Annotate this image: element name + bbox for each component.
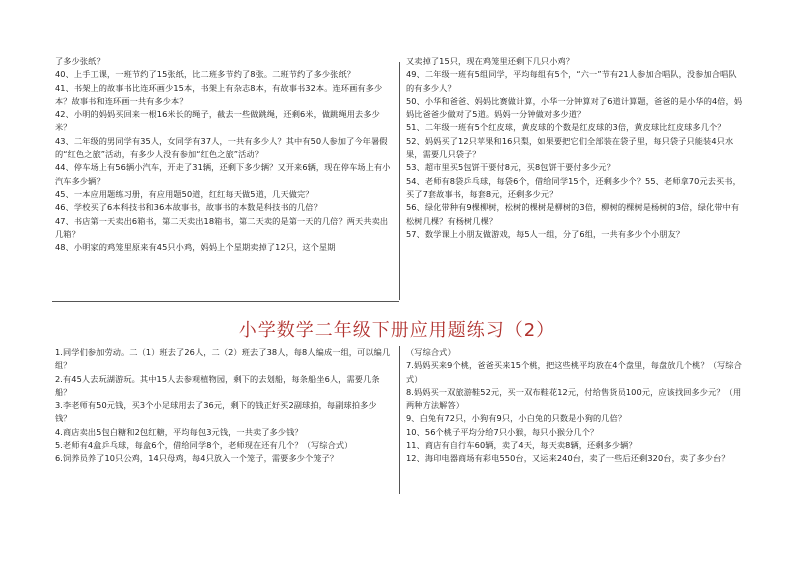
question-49: 49、二年级一班有5组同学，平均每组有5个，“六一”节有21人参加合唱队，没参加合唱队的有多少人？ <box>406 69 737 93</box>
top-left-column <box>55 55 392 254</box>
question-40: 40、上手工课，一班节约了15张纸，比二班多节约了8张。二班节约了多少张纸？ <box>55 69 356 80</box>
question-48: 48、小明家的鸡笼里原来有45只小鸡，妈妈上个星期卖掉了12只，这个星期 <box>55 242 336 253</box>
top-right-column <box>406 55 743 241</box>
page-title: 小学数学二年级下册应用题练习（2） <box>238 320 556 341</box>
question-1: 1.同学们参加劳动。二（1）班去了26人，二（2）班去了38人，每8人编成一组，可以编几组？ <box>55 347 391 371</box>
question-45: 45、一本应用题练习册，有应用题50道，红红每天做5道，几天做完？ <box>55 188 314 199</box>
question-44: 44、停车场上有56辆小汽车，开走了31辆，还剩下多少辆？又开来6辆，现在停车场上有小汽车多少辆？ <box>55 162 391 186</box>
question-3: 3.李老师有50元钱，买3个小足球用去了36元，剩下的钱正好买2副球拍，每副球拍多少钱？ <box>55 400 377 424</box>
question-6-note: （写综合式） <box>406 347 456 357</box>
question-9: 9、白兔有72只，小狗有9只，小白兔的只数是小狗的几倍？ <box>406 413 627 424</box>
question-8: 8.妈妈买一双旅游鞋52元，买一双布鞋花12元，付给售货员100元，应该找回多少元？（用两种方法解答） <box>406 386 742 411</box>
question-50: 50、小华和爸爸、妈妈比赛做计算，小华一分钟算对了6道计算题，爸爸的是小华的4倍，妈妈比爸爸少做对了5道。妈妈一分钟做对多少道？ <box>406 95 743 120</box>
question-43: 43、二年级的男同学有35人，女同学有37人，一共有多少人？其中有50人参加了今年暑假的“红色之旅”活动，有多少人没有参加“红色之旅”活动？ <box>55 135 388 160</box>
question-51: 51、二年级一班有5个红皮球，黄皮球的个数是红皮球的3倍，黄皮球比红皮球多几个？ <box>406 122 726 133</box>
question-46: 46、学校买了6本科技书和36本故事书，故事书的本数是科技书的几倍？ <box>55 202 322 213</box>
question-11: 11、商店有自行车60辆，卖了4天，每天卖8辆，还剩多少辆？ <box>406 440 637 451</box>
question-5: 5.老师有4盒乒乓球，每盒6个，借给同学8个，老师现在还有几个？（写综合式） <box>55 440 353 451</box>
question-42: 42、小明的妈妈买回来一根16米长的绳子，截去一些做跳绳，还剩6米，做跳绳用去多少米？ <box>55 109 380 133</box>
column-divider <box>399 62 400 300</box>
question-48-continued: 又卖掉了15只，现在鸡笼里还剩下几只小鸡？ <box>406 56 575 66</box>
bottom-column-divider <box>399 346 400 494</box>
question-7: 7.妈妈买来9个桃，爸爸买来15个桃，把这些桃平均放在4个盘里，每盘放几个桃？（写综合式） <box>406 360 742 384</box>
question-52: 52、妈妈买了12只苹果和16只梨，如果要把它们全部装在袋子里，每只袋子只能装4只水果，需要几只袋子？ <box>406 135 734 160</box>
worksheet-bottom-section <box>0 346 794 546</box>
question-41: 41、书架上的故事书比连环画少15本，书架上有杂志8本，有故事书32本。连环画有多少本？故事书和连环画一共有多少本？ <box>55 82 383 106</box>
question-2: 2.有45人去玩湖游玩。其中15人去参观植物园，剩下的去划船，每条船坐6人，需要几条船？ <box>55 373 380 397</box>
question-53: 53、超市里买5包饼干要付8元，买8包饼干要付多少元？ <box>406 162 615 173</box>
question-57: 57、数学课上小朋友做游戏，每5人一组，分了6组，一共有多少个小朋友？ <box>406 228 685 239</box>
question-text: 了多少张纸？ <box>55 56 105 66</box>
question-56: 56、绿化带种有9棵柳树，松树的棵树是柳树的3倍，柳树的棵树是杨树的3倍，绿化带中有松树几棵？有杨树几棵？ <box>406 202 740 226</box>
question-6: 6.饲养员养了10只公鸡，14只母鸡，每4只放入一个笼子，需要多少个笼子？ <box>55 453 339 464</box>
worksheet-top-section <box>0 55 794 303</box>
bottom-left-column <box>55 346 392 466</box>
section-divider <box>52 301 399 302</box>
question-47: 47、书店第一天卖出6箱书，第二天卖出18箱书，第二天卖的是第一天的几倍？两天共卖出几箱？ <box>55 215 389 239</box>
question-10: 10、56个桃子平均分给7只小猴，每只小猴分几个？ <box>406 426 599 437</box>
question-54-55: 54、老师有8袋乒乓球，每袋6个，借给同学15个，还剩多少个？55、老师拿70元去买书，买了7套故事书，每套8元，还剩多少元？ <box>406 175 741 199</box>
bottom-right-column <box>406 346 746 466</box>
question-4: 4.商店卖出5包白糖和2包红糖，平均每包3元钱，一共卖了多少钱？ <box>55 426 303 437</box>
question-12: 12、海印电器商场有彩电550台，又运来240台，卖了一些后还剩320台，卖了多少台？ <box>406 453 730 464</box>
